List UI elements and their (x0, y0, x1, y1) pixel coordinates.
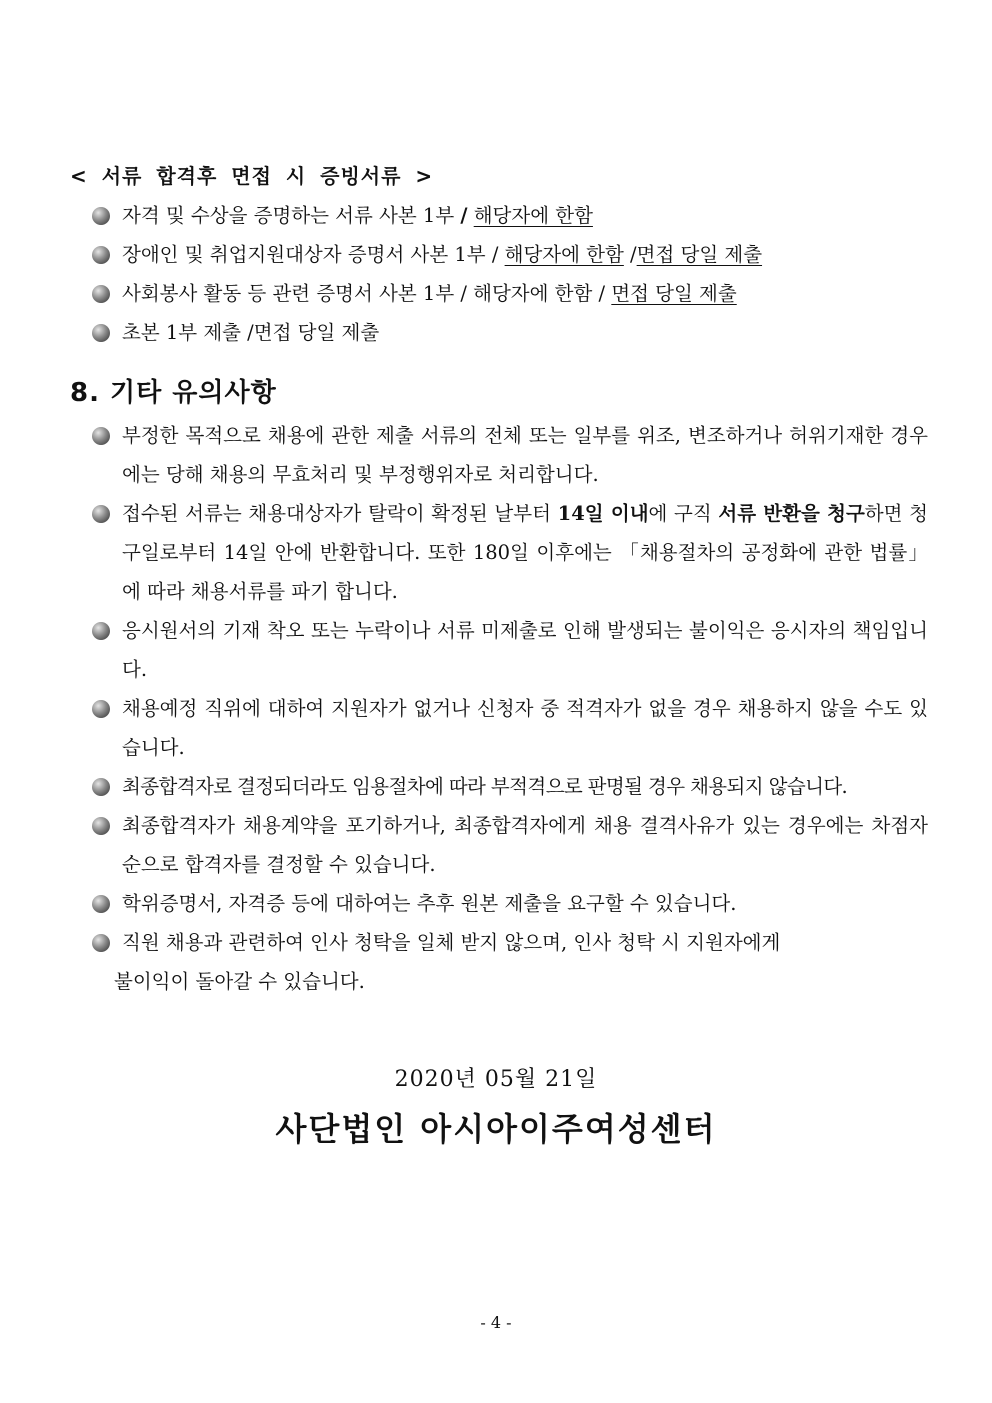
bullet-icon (92, 622, 110, 640)
documents-heading: < 서류 합격후 면접 시 증빙서류 > (70, 164, 434, 188)
list-item: 장애인 및 취업지원대상자 증명서 사본 1부 / 해당자에 한함 /면접 당일 제출 (92, 235, 928, 274)
bullet-icon (92, 324, 110, 342)
document-date: 2020년 05월 21일 (394, 1067, 598, 1092)
list-item: 초본 1부 제출 /면접 당일 제출 (92, 313, 928, 352)
page-number: - 4 - (480, 1313, 512, 1332)
bullet-icon (92, 895, 110, 913)
bullet-icon (92, 246, 110, 264)
bullet-icon (92, 934, 110, 952)
list-item: 접수된 서류는 채용대상자가 탈락이 확정된 날부터 14일 이내에 구직 서류 반환을 청구하면 청구일로부터 14일 안에 반환합니다. 또한 180일 이후에는 「채용절차의 공정화에 관한 법률」에 따라 채용서류를 파기 합니다. (92, 494, 928, 611)
list-item: 자격 및 수상을 증명하는 서류 사본 1부 / 해당자에 한함 (92, 196, 928, 235)
list-item: 응시원서의 기재 착오 또는 누락이나 서류 미제출로 인해 발생되는 불이익은 응시자의 책임입니다. (92, 611, 928, 689)
list-item: 채용예정 직위에 대하여 지원자가 없거나 신청자 중 적격자가 없을 경우 채용하지 않을 수도 있습니다. (92, 689, 928, 767)
bullet-icon (92, 700, 110, 718)
bullet-icon (92, 207, 110, 225)
section-8-title: 8. 기타 유의사항 (70, 378, 277, 408)
bullet-icon (92, 505, 110, 523)
bullet-icon (92, 427, 110, 445)
list-item: 최종합격자로 결정되더라도 임용절차에 따라 부적격으로 판명될 경우 채용되지 않습니다. (92, 767, 928, 806)
organization-name: 사단법인 아시아이주여성센터 (275, 1110, 717, 1148)
bullet-icon (92, 778, 110, 796)
bullet-icon (92, 285, 110, 303)
bullet-icon (92, 817, 110, 835)
list-item: 부정한 목적으로 채용에 관한 제출 서류의 전체 또는 일부를 위조, 변조하거나 허위기재한 경우에는 당해 채용의 무효처리 및 부정행위자로 처리합니다. (92, 416, 928, 494)
list-item: 학위증명서, 자격증 등에 대하여는 추후 원본 제출을 요구할 수 있습니다. (92, 884, 928, 923)
list-item: 최종합격자가 채용계약을 포기하거나, 최종합격자에게 채용 결격사유가 있는 경우에는 차점자 순으로 합격자를 결정할 수 있습니다. (92, 806, 928, 884)
list-item: 직원 채용과 관련하여 인사 청탁을 일체 받지 않으며, 인사 청탁 시 지원자에게 불이익이 돌아갈 수 있습니다. (92, 923, 928, 1001)
list-item: 사회봉사 활동 등 관련 증명서 사본 1부 / 해당자에 한함 / 면접 당일 제출 (92, 274, 928, 313)
